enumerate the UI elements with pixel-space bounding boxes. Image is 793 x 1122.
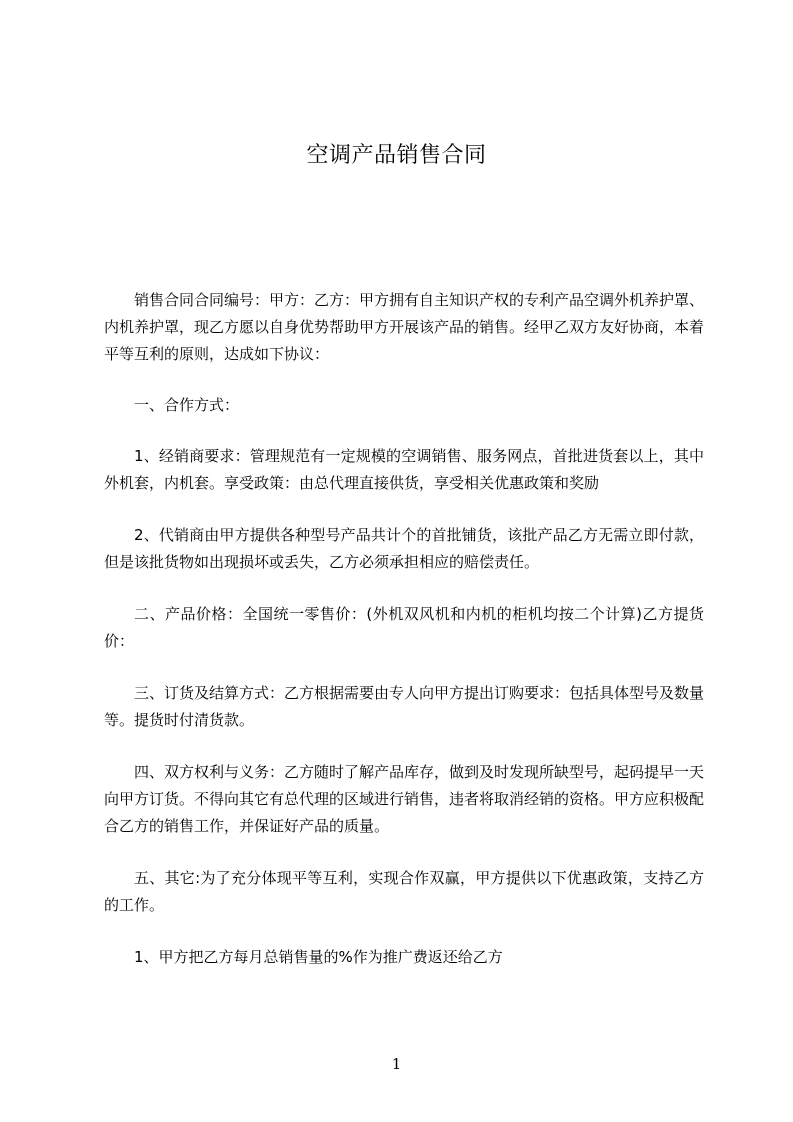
- dealer-requirements-paragraph: 1、经销商要求：管理规范有一定规模的空调销售、服务网点，首批进货套以上，其中外机套，内机套。享受政策：由总代理直接供货，享受相关优惠政策和奖励: [104, 447, 704, 492]
- document-title: 空调产品销售合同: [306, 143, 487, 168]
- document-body: [104, 287, 704, 971]
- contract-intro-paragraph: 销售合同合同编号：甲方：乙方：甲方拥有自主知识产权的专利产品空调外机养护罩、内机养护罩，现乙方愿以自身优势帮助甲方开展该产品的销售。经甲乙双方友好协商，本着平等互利的原则，达成如下协议：: [104, 291, 705, 363]
- page-number: 1: [391, 1055, 402, 1073]
- consignment-paragraph: 2、代销商由甲方提供各种型号产品共计个的首批铺货，该批产品乙方无需立即付款，但是该批货物如出现损坏或丢失，乙方必须承担相应的赔偿责任。: [104, 526, 704, 571]
- section-other-paragraph: 五、其它:为了充分体现平等互利，实现合作双赢，甲方提供以下优惠政策，支持乙方的工作。: [104, 869, 704, 914]
- section-ordering-paragraph: 三、订货及结算方式：乙方根据需要由专人向甲方提出订购要求：包括具体型号及数量等。提货时付清货款。: [104, 684, 705, 729]
- section-cooperation-heading: 一、合作方式：: [134, 396, 240, 414]
- promotion-fee-paragraph: 1、甲方把乙方每月总销售量的%作为推广费返还给乙方: [134, 948, 503, 966]
- section-price-paragraph: 二、产品价格：全国统一零售价：(外机双风机和内机的柜机均按二个计算)乙方提货价：: [104, 605, 704, 650]
- section-rights-paragraph: 四、双方权利与义务：乙方随时了解产品库存，做到及时发现所缺型号，起码提早一天向甲方订货。不得向其它有总代理的区域进行销售，违者将取消经销的资格。甲方应积极配合乙方的销售工作，并保证好产品的质量。: [104, 763, 705, 835]
